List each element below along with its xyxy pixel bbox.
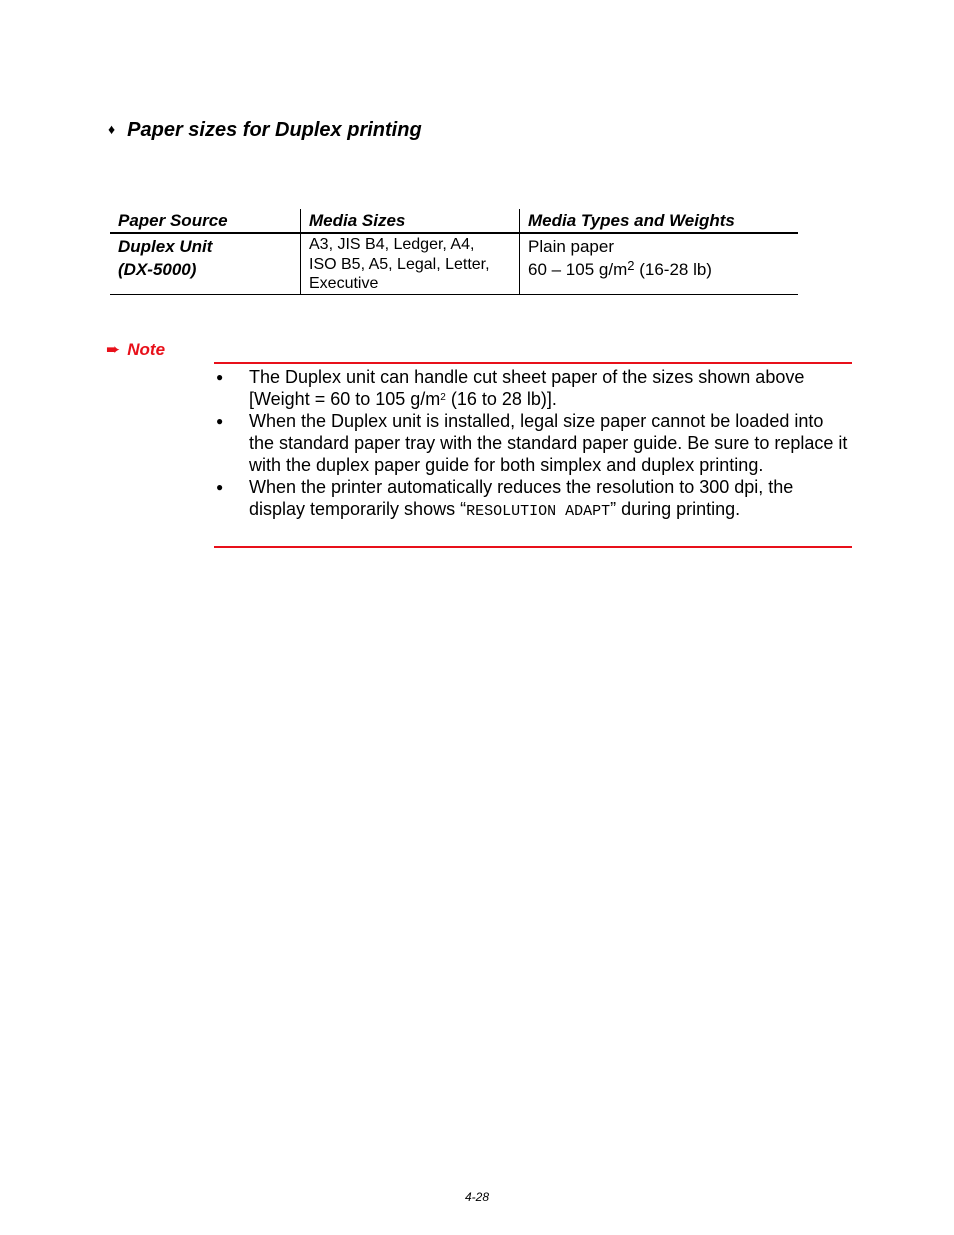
note-label-text: Note	[127, 340, 166, 359]
media-type: Plain paper	[528, 237, 615, 256]
note-top-divider	[214, 362, 852, 364]
list-item: ● When the Duplex unit is installed, legal size paper cannot be loaded into the standard paper tray with the standard paper guide. Be sure to replace it with the duplex paper guide for both simplex and duplex printing.	[216, 411, 848, 475]
header-media-types: Media Types and Weights	[520, 209, 799, 233]
arrow-right-icon: ➨	[106, 340, 121, 359]
diamond-bullet-icon: ♦	[108, 121, 116, 137]
section-heading	[108, 119, 422, 142]
table-row	[110, 233, 798, 294]
list-item: ● When the printer automatically reduces the resolution to 300 dpi, the display temporarily shows “RESOLUTION ADAPT” during printing.	[216, 477, 794, 520]
cell-paper-source	[110, 233, 301, 294]
source-name: Duplex Unit	[118, 237, 213, 256]
bullet-dot-icon: ●	[216, 480, 224, 494]
list-item: ● The Duplex unit can handle cut sheet paper of the sizes shown above [Weight = 60 to 105 $g/m^2$ (16 to 28 lb)].	[216, 367, 805, 409]
note-label	[106, 340, 165, 360]
note-list	[214, 366, 852, 523]
media-weight: 60 – 105 $g/m^2$ (16-28 lb)	[528, 258, 712, 279]
cell-media-types	[520, 233, 799, 294]
media-table	[110, 209, 798, 295]
header-paper-source: Paper Source	[110, 209, 301, 233]
sizes-line: Executive	[309, 275, 379, 292]
header-media-sizes: Media Sizes	[301, 209, 520, 233]
page-number: 4-28	[464, 1190, 490, 1204]
note-bottom-divider	[214, 546, 852, 548]
display-message: RESOLUTION ADAPT	[466, 503, 611, 520]
table-header-row	[110, 209, 798, 233]
cell-media-sizes	[301, 233, 520, 294]
source-model: (DX-5000)	[118, 260, 197, 279]
sizes-line: ISO B5, A5, Legal, Letter,	[309, 255, 490, 273]
section-heading-text: Paper sizes for Duplex printing	[127, 119, 422, 141]
bullet-dot-icon: ●	[216, 414, 224, 428]
bullet-dot-icon: ●	[216, 370, 224, 384]
sizes-line: A3, JIS B4, Ledger, A4,	[309, 236, 475, 253]
